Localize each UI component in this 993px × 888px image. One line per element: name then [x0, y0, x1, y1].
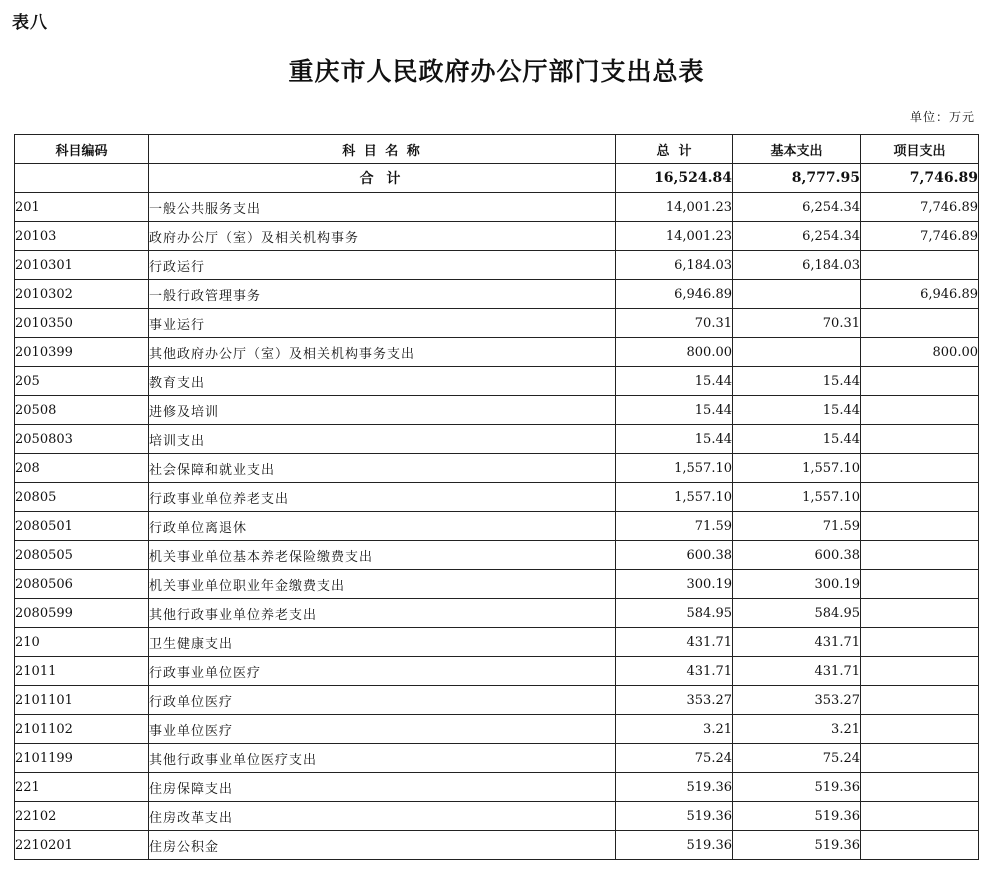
table-row — [15, 715, 979, 744]
code-cell: 2101101 — [15, 686, 149, 715]
code-cell: 2080599 — [15, 599, 149, 628]
basic-cell: 519.36 — [733, 773, 861, 802]
total-cell: 431.71 — [616, 628, 733, 657]
project-cell — [861, 773, 979, 802]
page-title: 重庆市人民政府办公厅部门支出总表 — [288, 57, 705, 86]
total-cell: 15.44 — [616, 425, 733, 454]
table-row — [15, 628, 979, 657]
code-cell: 208 — [15, 454, 149, 483]
project-cell — [861, 744, 979, 773]
table-row — [15, 251, 979, 280]
basic-cell: 70.31 — [733, 309, 861, 338]
project-cell — [861, 396, 979, 425]
project-cell — [861, 802, 979, 831]
name-cell: 培训支出 — [149, 425, 616, 454]
basic-cell — [733, 280, 861, 309]
total-cell: 519.36 — [616, 831, 733, 860]
project-cell — [861, 425, 979, 454]
table-row — [15, 483, 979, 512]
name-cell: 其他政府办公厅（室）及相关机构事务支出 — [149, 338, 616, 367]
total-cell: 14,001.23 — [616, 193, 733, 222]
name-cell: 事业单位医疗 — [149, 715, 616, 744]
table-row — [15, 222, 979, 251]
name-cell: 行政运行 — [149, 251, 616, 280]
expenditure-table — [14, 134, 979, 860]
name-cell: 行政单位离退休 — [149, 512, 616, 541]
total-cell: 15.44 — [616, 367, 733, 396]
basic-cell: 600.38 — [733, 541, 861, 570]
name-cell: 行政事业单位医疗 — [149, 657, 616, 686]
basic-cell: 1,557.10 — [733, 483, 861, 512]
project-cell — [861, 570, 979, 599]
total-cell: 300.19 — [616, 570, 733, 599]
total-label: 合 计 — [149, 164, 616, 193]
code-cell: 22102 — [15, 802, 149, 831]
table-row — [15, 396, 979, 425]
total-row — [15, 164, 979, 193]
table-row — [15, 193, 979, 222]
table-row — [15, 280, 979, 309]
table-row — [15, 773, 979, 802]
basic-cell: 431.71 — [733, 657, 861, 686]
basic-cell: 1,557.10 — [733, 454, 861, 483]
table-number-label: 表八 — [12, 13, 48, 33]
code-cell: 2101199 — [15, 744, 149, 773]
project-cell: 7,746.89 — [861, 222, 979, 251]
total-cell: 800.00 — [616, 338, 733, 367]
project-cell — [861, 309, 979, 338]
table-row — [15, 831, 979, 860]
name-cell: 机关事业单位基本养老保险缴费支出 — [149, 541, 616, 570]
code-cell: 2010301 — [15, 251, 149, 280]
code-cell: 2080505 — [15, 541, 149, 570]
name-cell: 事业运行 — [149, 309, 616, 338]
header-row — [15, 135, 979, 164]
total-cell: 75.24 — [616, 744, 733, 773]
table-row — [15, 744, 979, 773]
total-cell: 519.36 — [616, 802, 733, 831]
unit-label: 单位：万元 — [909, 110, 975, 124]
total-cell: 519.36 — [616, 773, 733, 802]
basic-cell: 75.24 — [733, 744, 861, 773]
basic-cell: 15.44 — [733, 396, 861, 425]
table-row — [15, 802, 979, 831]
total-cell: 600.38 — [616, 541, 733, 570]
basic-cell: 6,254.34 — [733, 222, 861, 251]
name-cell: 教育支出 — [149, 367, 616, 396]
code-cell: 2010302 — [15, 280, 149, 309]
table-row — [15, 570, 979, 599]
column-header-code: 科目编码 — [15, 135, 149, 164]
code-cell: 201 — [15, 193, 149, 222]
code-cell: 20805 — [15, 483, 149, 512]
name-cell: 住房改革支出 — [149, 802, 616, 831]
table-row — [15, 657, 979, 686]
project-cell — [861, 715, 979, 744]
name-cell: 一般公共服务支出 — [149, 193, 616, 222]
total-cell: 15.44 — [616, 396, 733, 425]
column-header-name: 科 目 名 称 — [149, 135, 616, 164]
total-code-cell — [15, 164, 149, 193]
total-cell: 6,184.03 — [616, 251, 733, 280]
basic-cell — [733, 338, 861, 367]
total-cell: 3.21 — [616, 715, 733, 744]
name-cell: 卫生健康支出 — [149, 628, 616, 657]
table-row — [15, 309, 979, 338]
basic-cell: 519.36 — [733, 831, 861, 860]
name-cell: 行政事业单位养老支出 — [149, 483, 616, 512]
basic-cell: 15.44 — [733, 367, 861, 396]
total-cell: 1,557.10 — [616, 454, 733, 483]
total-cell: 14,001.23 — [616, 222, 733, 251]
project-cell — [861, 251, 979, 280]
code-cell: 20103 — [15, 222, 149, 251]
name-cell: 其他行政事业单位医疗支出 — [149, 744, 616, 773]
project-cell — [861, 512, 979, 541]
code-cell: 221 — [15, 773, 149, 802]
table-row — [15, 599, 979, 628]
table-row — [15, 338, 979, 367]
project-cell — [861, 599, 979, 628]
name-cell: 政府办公厅（室）及相关机构事务 — [149, 222, 616, 251]
total-cell: 353.27 — [616, 686, 733, 715]
project-cell — [861, 657, 979, 686]
code-cell: 20508 — [15, 396, 149, 425]
column-header-total: 总 计 — [616, 135, 733, 164]
code-cell: 2050803 — [15, 425, 149, 454]
name-cell: 一般行政管理事务 — [149, 280, 616, 309]
code-cell: 2210201 — [15, 831, 149, 860]
basic-cell: 71.59 — [733, 512, 861, 541]
table-row — [15, 425, 979, 454]
basic-cell: 15.44 — [733, 425, 861, 454]
basic-cell: 519.36 — [733, 802, 861, 831]
total-cell: 1,557.10 — [616, 483, 733, 512]
project-cell: 800.00 — [861, 338, 979, 367]
name-cell: 社会保障和就业支出 — [149, 454, 616, 483]
column-header-basic: 基本支出 — [733, 135, 861, 164]
name-cell: 进修及培训 — [149, 396, 616, 425]
total-cell: 6,946.89 — [616, 280, 733, 309]
table-row — [15, 454, 979, 483]
total-cell: 431.71 — [616, 657, 733, 686]
project-cell — [861, 454, 979, 483]
project-cell — [861, 831, 979, 860]
basic-cell: 3.21 — [733, 715, 861, 744]
total-amount: 16,524.84 — [616, 164, 733, 193]
code-cell: 205 — [15, 367, 149, 396]
basic-cell: 6,184.03 — [733, 251, 861, 280]
table-row — [15, 686, 979, 715]
table-row — [15, 541, 979, 570]
project-cell: 6,946.89 — [861, 280, 979, 309]
project-cell — [861, 686, 979, 715]
code-cell: 2101102 — [15, 715, 149, 744]
basic-cell: 353.27 — [733, 686, 861, 715]
project-cell — [861, 628, 979, 657]
basic-cell: 584.95 — [733, 599, 861, 628]
column-header-project: 项目支出 — [861, 135, 979, 164]
name-cell: 行政单位医疗 — [149, 686, 616, 715]
total-cell: 71.59 — [616, 512, 733, 541]
code-cell: 2010350 — [15, 309, 149, 338]
basic-cell: 300.19 — [733, 570, 861, 599]
code-cell: 21011 — [15, 657, 149, 686]
code-cell: 2080501 — [15, 512, 149, 541]
code-cell: 2010399 — [15, 338, 149, 367]
total-cell: 70.31 — [616, 309, 733, 338]
table-row — [15, 512, 979, 541]
total-basic: 8,777.95 — [733, 164, 861, 193]
project-cell — [861, 367, 979, 396]
basic-cell: 431.71 — [733, 628, 861, 657]
name-cell: 住房公积金 — [149, 831, 616, 860]
project-cell — [861, 483, 979, 512]
project-cell — [861, 541, 979, 570]
code-cell: 210 — [15, 628, 149, 657]
total-project: 7,746.89 — [861, 164, 979, 193]
name-cell: 住房保障支出 — [149, 773, 616, 802]
table-row — [15, 367, 979, 396]
code-cell: 2080506 — [15, 570, 149, 599]
basic-cell: 6,254.34 — [733, 193, 861, 222]
project-cell: 7,746.89 — [861, 193, 979, 222]
total-cell: 584.95 — [616, 599, 733, 628]
name-cell: 其他行政事业单位养老支出 — [149, 599, 616, 628]
name-cell: 机关事业单位职业年金缴费支出 — [149, 570, 616, 599]
